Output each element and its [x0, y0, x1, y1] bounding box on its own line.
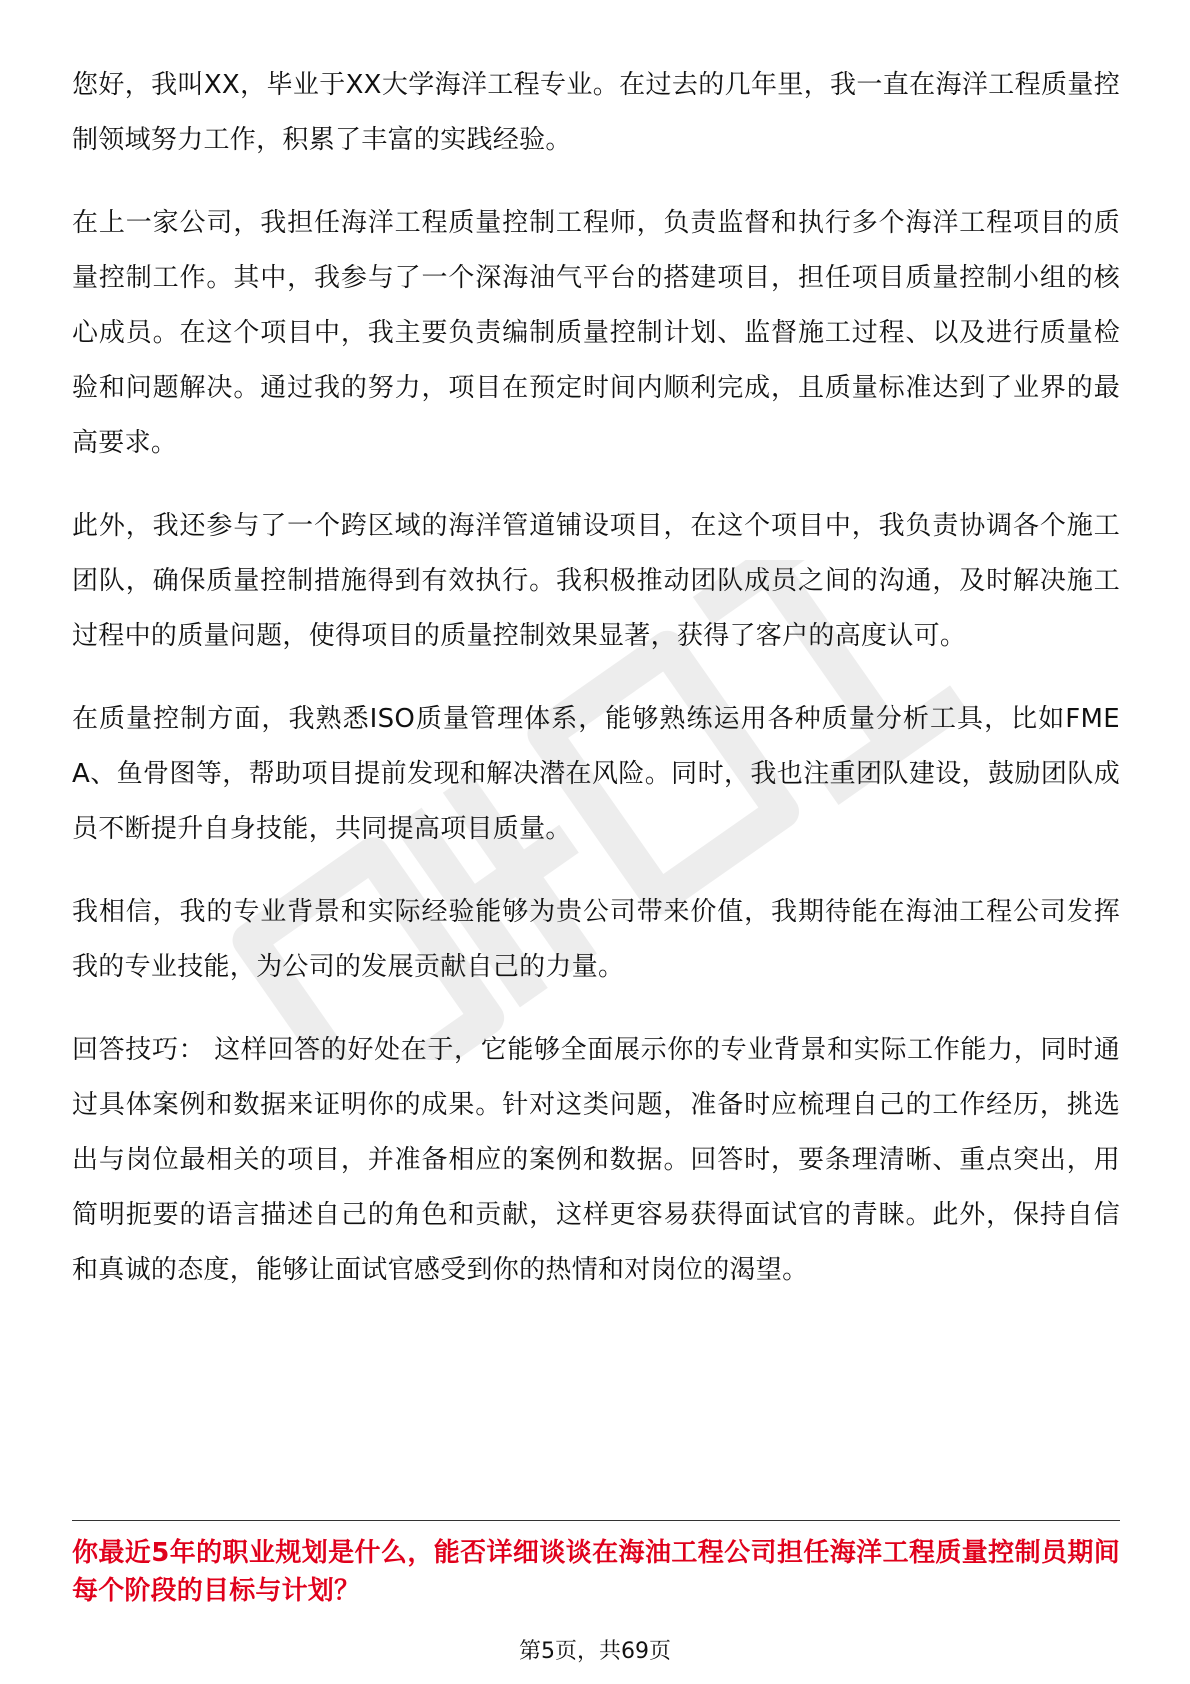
paragraph-answer-tips: 回答技巧： 这样回答的好处在于，它能够全面展示你的专业背景和实际工作能力，同时通过具体案例和数据来证明你的成果。针对这类问题，准备时应梳理自己的工作经历，挑选出与岗位最相关的项目，并准备相应的案例和数据。回答时，要条理清晰、重点突出，用简明扼要的语言描述自己的角色和贡献，这样更容易获得面试官的青睐。此外，保持自信和真诚的态度，能够让面试官感受到你的热情和对岗位的渴望。: [72, 1035, 1120, 1285]
paragraph-pipeline-project: 此外，我还参与了一个跨区域的海洋管道铺设项目，在这个项目中，我负责协调各个施工团队，确保质量控制措施得到有效执行。我积极推动团队成员之间的沟通，及时解决施工过程中的质量问题，使得项目的质量控制效果显著，获得了客户的高度认可。: [72, 511, 1120, 651]
page-number: 第5页，共69页: [519, 1639, 671, 1664]
answer-body: [72, 58, 1120, 1326]
paragraph-intro: 您好，我叫XX，毕业于XX大学海洋工程专业。在过去的几年里，我一直在海洋工程质量控制领域努力工作，积累了丰富的实践经验。: [72, 70, 1120, 155]
paragraph-closing: 我相信，我的专业背景和实际经验能够为贵公司带来价值，我期待能在海油工程公司发挥我的专业技能，为公司的发展贡献自己的力量。: [72, 897, 1120, 982]
next-question-heading: 你最近5年的职业规划是什么，能否详细谈谈在海油工程公司担任海洋工程质量控制员期间每个阶段的目标与计划？: [72, 1538, 1120, 1606]
section-divider: [72, 1520, 1120, 1521]
paragraph-previous-company: 在上一家公司，我担任海洋工程质量控制工程师，负责监督和执行多个海洋工程项目的质量控制工作。其中，我参与了一个深海油气平台的搭建项目，担任项目质量控制小组的核心成员。在这个项目中，我主要负责编制质量控制计划、监督施工过程、以及进行质量检验和问题解决。通过我的努力，项目在预定时间内顺利完成，且质量标准达到了业界的最高要求。: [72, 208, 1120, 458]
paragraph-quality-methods: 在质量控制方面，我熟悉ISO质量管理体系，能够熟练运用各种质量分析工具，比如FMEA、鱼骨图等，帮助项目提前发现和解决潜在风险。同时，我也注重团队建设，鼓励团队成员不断提升自身技能，共同提高项目质量。: [72, 704, 1120, 844]
